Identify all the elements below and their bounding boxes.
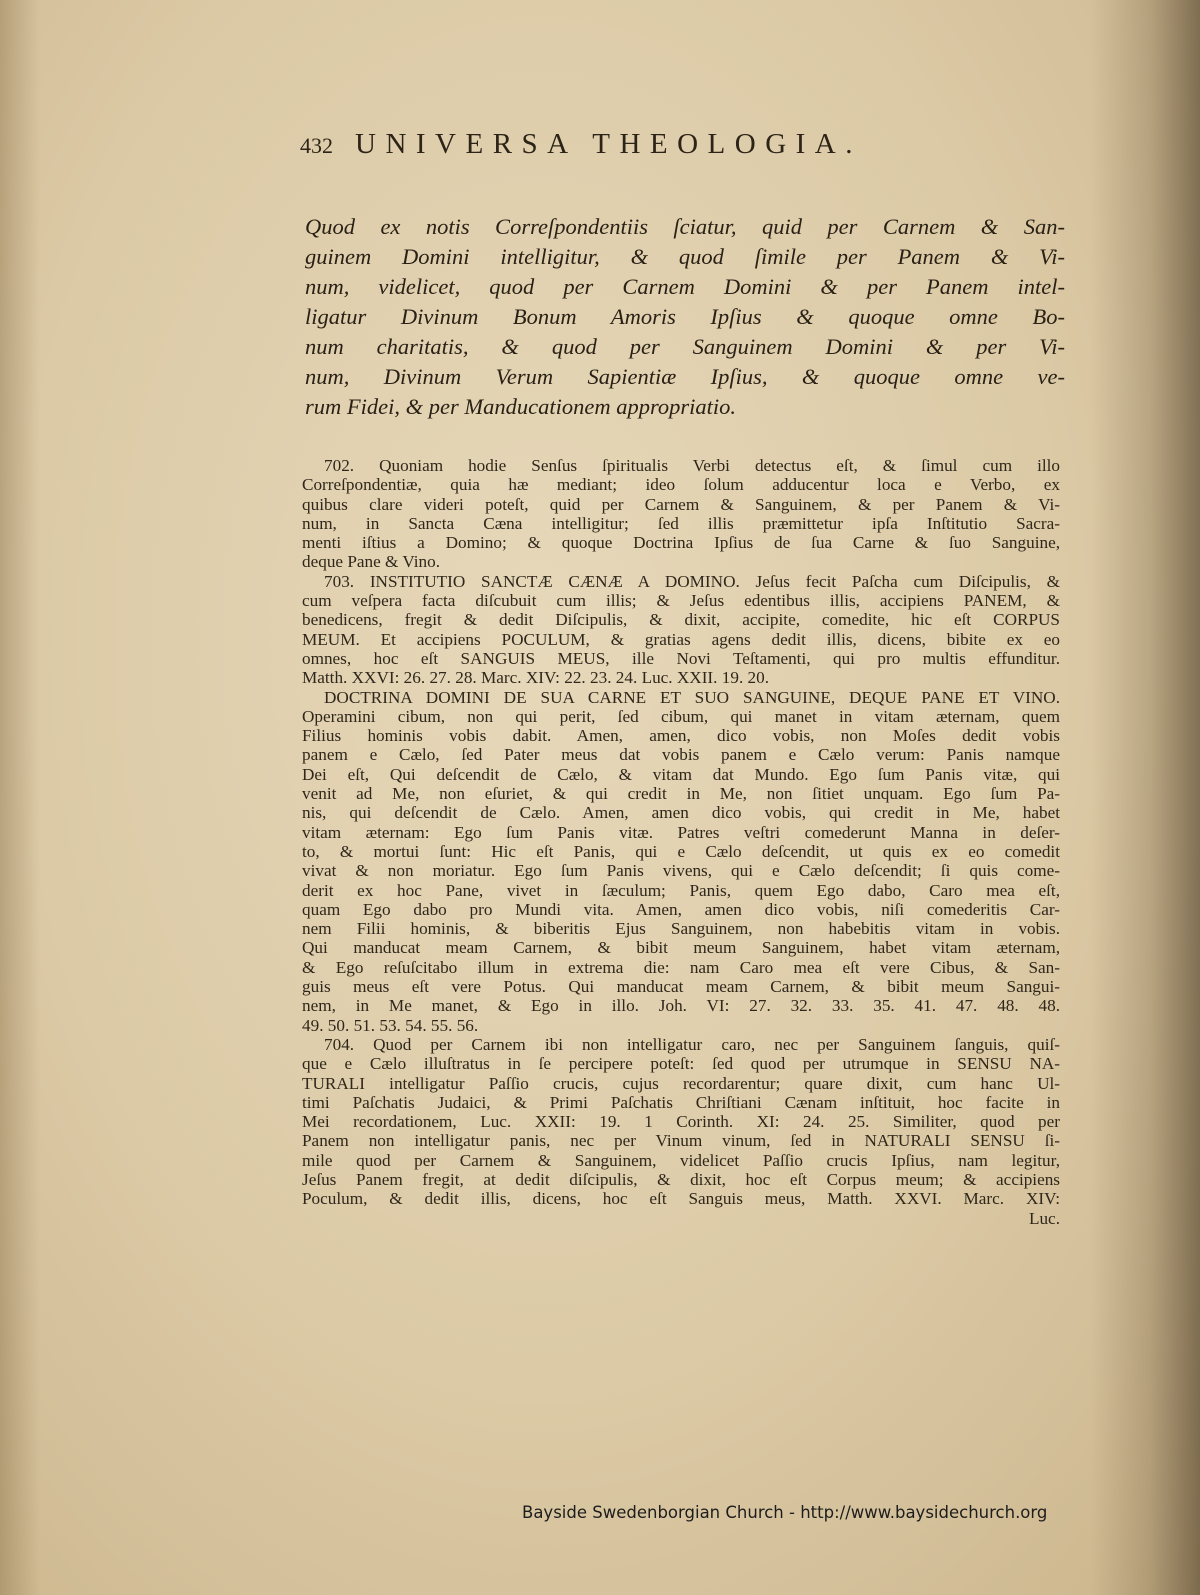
body-line: omnes, hoc eſt SANGUIS MEUS, ille Novi Teſtamenti, qui pro multis effunditur. (302, 648, 1060, 668)
body-line: Poculum, & dedit illis, dicens, hoc eſt Sanguis meus, Matth. XXVI. Marc. XIV: (302, 1189, 1060, 1209)
body-line: quam Ego dabo pro Mundi vita. Amen, amen dico vobis, niſi comederitis Car- (302, 899, 1060, 919)
summary-line: ligatur Divinum Bonum Amoris Ipſius & quoque omne Bo- (305, 304, 1065, 329)
body-line: num, in Sancta Cæna intelligitur; ſed illis præmittetur ipſa Inſtitutio Sacra- (302, 513, 1060, 533)
body-line: nem Filii hominis, & biberitis Ejus Sanguinem, non habebitis vitam in vobis. (302, 919, 1060, 939)
body-line: deque Pane & Vino. (302, 552, 441, 572)
page-left-edge (0, 0, 40, 1595)
body-line: Panem non intelligatur panis, nec per Vinum vinum, ſed in NATURALI SENSU ſi- (302, 1131, 1060, 1151)
body-line: & Ego reſuſcitabo illum in extrema die: nam Caro mea eſt vere Cibus, & San- (302, 957, 1060, 977)
body-line: Dei eſt, Qui deſcendit de Cælo, & vitam dat Mundo. Ego ſum Panis vitæ, qui (302, 764, 1060, 784)
body-line: quibus clare videri poteſt, quid per Carnem & Sanguinem, & per Panem & Vi- (302, 494, 1060, 514)
body-line: nem, in Me manet, & Ego in illo. Joh. VI: 27. 32. 33. 35. 41. 47. 48. 48. (302, 996, 1060, 1016)
summary-line: guinem Domini intelligitur, & quod ſimile per Panem & Vi- (305, 244, 1065, 269)
body-line: menti iſtius a Domino; & quoque Doctrina Ipſius de ſua Carne & ſuo Sanguine, (302, 533, 1060, 553)
catchword: Luc. (1028, 1208, 1060, 1228)
body-line: 702. Quoniam hodie Senſus ſpiritualis Verbi detectus eſt, & ſimul cum illo (324, 456, 1060, 475)
body-line: vitam æternam: Ego ſum Panis vitæ. Patres veſtri comederunt Manna in deſer- (302, 822, 1060, 842)
body-line: DOCTRINA DOMINI DE SUA CARNE ET SUO SANGUINE, DEQUE PANE ET VINO. (324, 687, 1060, 707)
body-line: mile quod per Carnem & Sanguinem, videlicet Paſſio crucis Ipſius, nam legitur, (302, 1150, 1060, 1170)
body-line: timi Paſchatis Judaici, & Primi Paſchatis Chriſtiani Cænam inſtituit, hoc facite in (302, 1092, 1060, 1112)
summary-line: num, Divinum Verum Sapientiæ Ipſius, & quoque omne ve- (305, 364, 1065, 389)
body-line: Jeſus Panem fregit, at dedit diſcipulis, & dixit, hoc eſt Corpus meum; & accipiens (302, 1169, 1060, 1189)
body-line: Mei recordationem, Luc. XXII: 19. 1 Corinth. XI: 24. 25. Similiter, quod per (302, 1112, 1060, 1132)
body-line: guis meus eſt vere Potus. Qui manducat meam Carnem, & bibit meum Sangui- (302, 977, 1060, 997)
body-line: MEUM. Et accipiens POCULUM, & gratias agens dedit illis, dicens, bibite ex eo (302, 629, 1060, 649)
body-line: vivat & non moriatur. Ego ſum Panis vivens, qui e Cælo deſcendit; ſi quis come- (302, 861, 1060, 881)
body-line: TURALI intelligatur Paſſio crucis, cujus recordarentur; quare dixit, cum hanc Ul- (302, 1073, 1060, 1093)
body-line: 49. 50. 51. 53. 54. 55. 56. (302, 1015, 479, 1035)
summary-line: rum Fidei, & per Manducationem appropriatio. (305, 394, 737, 419)
page-header (300, 128, 1000, 168)
binding-gutter-shadow (1090, 0, 1200, 1595)
body-line: 703. INSTITUTIO SANCTÆ CÆNÆ A DOMINO. Jeſus fecit Paſcha cum Diſcipulis, & (324, 571, 1060, 591)
body-line: Correſpondentiæ, quia hæ mediant; ideo ſolum adducentur loca e Verbo, ex (302, 475, 1060, 495)
watermark-credit: Bayside Swedenborgian Church - http://www.baysidechurch.org (522, 1503, 1048, 1522)
page-number: 432 (300, 133, 333, 158)
body-line: venit ad Me, non eſuriet, & qui credit in Me, non ſitiet unquam. Ego ſum Pa- (302, 784, 1060, 804)
body-line: panem e Cælo, ſed Pater meus dat vobis panem e Cælo verum: Panis namque (302, 745, 1060, 765)
summary-line: num charitatis, & quod per Sanguinem Domini & per Vi- (305, 334, 1065, 359)
body-line: Qui manducat meam Carnem, & bibit meum Sanguinem, habet vitam æternam, (302, 938, 1060, 958)
body-text (302, 456, 1060, 1228)
chapter-summary (305, 212, 1065, 422)
summary-line: Quod ex notis Correſpondentiis ſciatur, quid per Carnem & San- (305, 214, 1065, 239)
body-line: cum veſpera facta diſcubuit cum illis; & Jeſus edentibus illis, accipiens PANEM, & (302, 591, 1060, 611)
body-line: Filius hominis vobis dabit. Amen, amen, dico vobis, non Moſes dedit vobis (302, 726, 1060, 746)
summary-line: num, videlicet, quod per Carnem Domini & per Panem intel- (305, 274, 1065, 299)
body-line: 704. Quod per Carnem ibi non intelligatur caro, nec per Sanguinem ſanguis, quiſ- (324, 1034, 1060, 1054)
body-line: derit ex hoc Pane, vivet in ſæculum; Panis, quem Ego dabo, Caro mea eſt, (302, 880, 1060, 900)
body-line: Matth. XXVI: 26. 27. 28. Marc. XIV: 22. 23. 24. Luc. XXII. 19. 20. (302, 668, 770, 688)
body-line: nis, qui deſcendit de Cælo. Amen, amen dico vobis, qui credit in Me, habet (302, 803, 1060, 823)
body-line: to, & mortui ſunt: Hic eſt Panis, qui e Cælo deſcendit, ut quis ex eo comedit (302, 841, 1060, 861)
body-line: benedicens, fregit & dedit Diſcipulis, & dixit, accipite, comedite, hic eſt CORPUS (302, 610, 1060, 630)
body-line: que e Cælo illuſtratus in ſe percipere poteſt: ſed quod per utrumque in SENSU NA- (302, 1054, 1060, 1074)
running-title: UNIVERSA THEOLOGIA. (355, 128, 863, 160)
body-line: Operamini cibum, non qui perit, ſed cibum, qui manet in vitam æternam, quem (302, 706, 1060, 726)
